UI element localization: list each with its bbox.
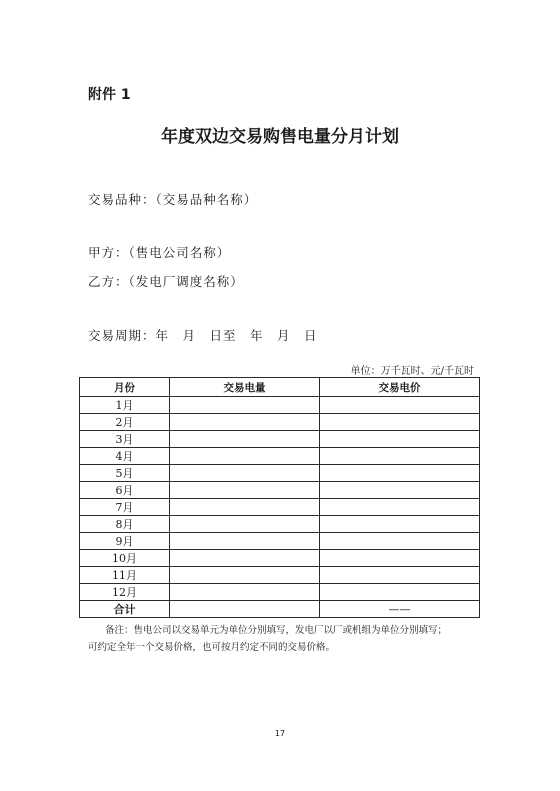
price-cell (320, 482, 480, 499)
volume-cell (170, 533, 320, 550)
price-cell (320, 465, 480, 482)
volume-cell (170, 448, 320, 465)
remarks (88, 622, 488, 656)
table-row (80, 533, 480, 550)
table-body (80, 397, 480, 601)
volume-cell (170, 431, 320, 448)
table-row (80, 516, 480, 533)
total-volume-cell (170, 601, 320, 618)
document-title: 年度双边交易购售电量分月计划 (161, 127, 399, 147)
month-cell: 9月 (80, 533, 170, 550)
volume-cell (170, 550, 320, 567)
page-number: 17 (274, 729, 286, 738)
month-cell: 12月 (80, 584, 170, 601)
month-cell: 7月 (80, 499, 170, 516)
unit-note: 单位：万千瓦时、元/千瓦时 (350, 366, 474, 377)
table-row (80, 482, 480, 499)
month-cell: 4月 (80, 448, 170, 465)
month-cell: 11月 (80, 567, 170, 584)
price-cell (320, 397, 480, 414)
table-row (80, 397, 480, 414)
trade-variety-line: 交易品种：（交易品种名称） (88, 192, 258, 207)
table-row (80, 567, 480, 584)
volume-cell (170, 482, 320, 499)
volume-cell (170, 567, 320, 584)
price-cell (320, 550, 480, 567)
month-cell: 2月 (80, 414, 170, 431)
table-row (80, 584, 480, 601)
volume-cell (170, 397, 320, 414)
volume-cell (170, 584, 320, 601)
volume-cell (170, 499, 320, 516)
table-header-row (80, 378, 480, 397)
price-cell (320, 516, 480, 533)
total-row (80, 601, 480, 618)
month-cell: 1月 (80, 397, 170, 414)
price-cell (320, 414, 480, 431)
header-volume: 交易电量 (170, 378, 320, 397)
month-cell: 6月 (80, 482, 170, 499)
table-row (80, 550, 480, 567)
price-cell (320, 567, 480, 584)
total-label: 合计 (80, 601, 170, 618)
month-cell: 3月 (80, 431, 170, 448)
table-row (80, 431, 480, 448)
volume-cell (170, 516, 320, 533)
remarks-line-2: 可约定全年一个交易价格，也可按月约定不同的交易价格。 (88, 642, 336, 653)
month-cell: 10月 (80, 550, 170, 567)
table-row (80, 448, 480, 465)
trade-period-line: 交易周期：年 月 日至 年 月 日 (88, 328, 318, 343)
price-cell (320, 499, 480, 516)
party-b-line: 乙方：（发电厂调度名称） (88, 274, 244, 289)
table-row (80, 465, 480, 482)
price-cell (320, 431, 480, 448)
month-cell: 8月 (80, 516, 170, 533)
volume-cell (170, 465, 320, 482)
table-row (80, 499, 480, 516)
monthly-plan-table (79, 377, 480, 618)
party-a-line: 甲方：（售电公司名称） (88, 245, 231, 260)
remarks-line-1: 备注：售电公司以交易单元为单位分别填写，发电厂以厂或机组为单位分别填写； (105, 625, 448, 636)
volume-cell (170, 414, 320, 431)
price-cell (320, 533, 480, 550)
header-month: 月份 (80, 378, 170, 397)
price-cell (320, 584, 480, 601)
attachment-label: 附件 1 (88, 87, 131, 103)
table-row (80, 414, 480, 431)
price-cell (320, 448, 480, 465)
month-cell: 5月 (80, 465, 170, 482)
total-price-cell: —— (320, 601, 480, 618)
header-price: 交易电价 (320, 378, 480, 397)
